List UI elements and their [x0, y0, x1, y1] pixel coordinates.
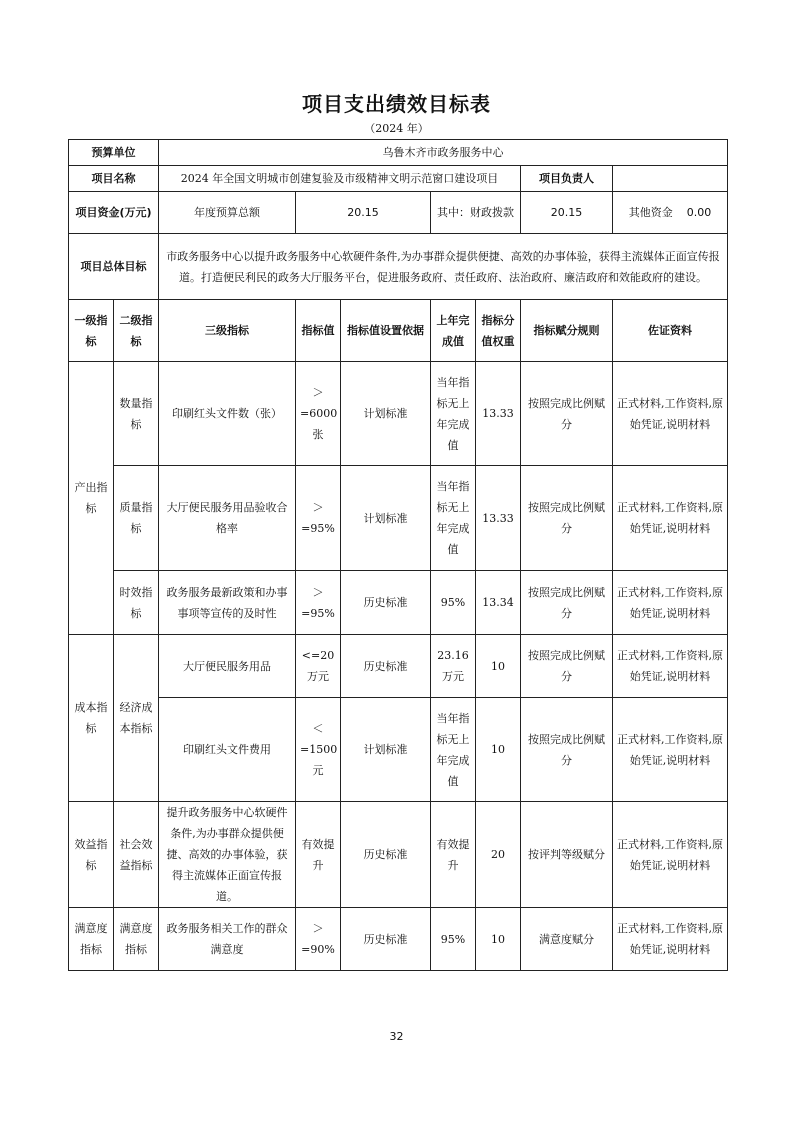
level1-cell: 成本指标: [69, 635, 114, 802]
funds-row: [69, 192, 728, 234]
level3-cell: 印刷红头文件数（张）: [159, 362, 296, 466]
page-title: 项目支出绩效目标表: [302, 92, 491, 116]
rule-cell: 按照完成比例赋分: [521, 635, 613, 698]
level3-cell: 印刷红头文件费用: [159, 698, 296, 802]
budget-unit-label: 预算单位: [69, 140, 159, 166]
level2-cell: 质量指标: [114, 466, 159, 571]
budget-unit-value: 乌鲁木齐市政务服务中心: [159, 140, 728, 166]
overall-goal-row: [69, 234, 728, 300]
value-cell: ＜=1500元: [296, 698, 341, 802]
project-name-value: 2024 年全国文明城市创建复验及市级精神文明示范窗口建设项目: [159, 166, 521, 192]
level3-cell: 大厅便民服务用品验收合格率: [159, 466, 296, 571]
level3-cell: 政务服务最新政策和办事事项等宣传的及时性: [159, 571, 296, 635]
last-year-cell: 当年指标无上年完成值: [431, 698, 476, 802]
rule-cell: 按评判等级赋分: [521, 802, 613, 908]
overall-goal-label: 项目总体目标: [69, 234, 159, 300]
header-evidence: 佐证资料: [613, 300, 728, 362]
rule-cell: 按照完成比例赋分: [521, 466, 613, 571]
table-row: [69, 362, 728, 466]
table-row: [69, 698, 728, 802]
header-basis: 指标值设置依据: [341, 300, 431, 362]
basis-cell: 计划标准: [341, 362, 431, 466]
last-year-cell: 当年指标无上年完成值: [431, 362, 476, 466]
rule-cell: 按照完成比例赋分: [521, 571, 613, 635]
weight-cell: 20: [476, 802, 521, 908]
header-level1: 一级指标: [69, 300, 114, 362]
weight-cell: 13.34: [476, 571, 521, 635]
table-row: [69, 908, 728, 971]
level1-cell: 产出指标: [69, 362, 114, 635]
last-year-cell: 95%: [431, 908, 476, 971]
project-name-label: 项目名称: [69, 166, 159, 192]
performance-target-table: [68, 139, 728, 971]
fiscal-value: 20.15: [521, 192, 613, 234]
evidence-cell: 正式材料,工作资料,原始凭证,说明材料: [613, 571, 728, 635]
last-year-cell: 有效提升: [431, 802, 476, 908]
level2-cell: 时效指标: [114, 571, 159, 635]
value-cell: 有效提升: [296, 802, 341, 908]
value-cell: ＞=90%: [296, 908, 341, 971]
level3-cell: 提升政务服务中心软硬件条件,为办事群众提供便捷、高效的办事体验，获得主流媒体正面宣传报道。: [159, 802, 296, 908]
annual-budget-value: 20.15: [296, 192, 431, 234]
evidence-cell: 正式材料,工作资料,原始凭证,说明材料: [613, 802, 728, 908]
fiscal-label: 其中：财政拨款: [431, 192, 521, 234]
year-label: （2024 年）: [364, 122, 429, 135]
rule-cell: 满意度赋分: [521, 908, 613, 971]
level2-cell: 满意度指标: [114, 908, 159, 971]
header-weight: 指标分值权重: [476, 300, 521, 362]
project-leader-label: 项目负责人: [521, 166, 613, 192]
table-row: [69, 571, 728, 635]
value-cell: ＞=6000张: [296, 362, 341, 466]
evidence-cell: 正式材料,工作资料,原始凭证,说明材料: [613, 908, 728, 971]
evidence-cell: 正式材料,工作资料,原始凭证,说明材料: [613, 698, 728, 802]
level3-cell: 大厅便民服务用品: [159, 635, 296, 698]
indicator-header-row: [69, 300, 728, 362]
other-funds-label-text: 其他资金: [628, 206, 673, 219]
basis-cell: 历史标准: [341, 635, 431, 698]
level2-cell: 数量指标: [114, 362, 159, 466]
weight-cell: 10: [476, 698, 521, 802]
table-row: [69, 802, 728, 908]
funds-label: 项目资金(万元): [69, 192, 159, 234]
evidence-cell: 正式材料,工作资料,原始凭证,说明材料: [613, 466, 728, 571]
project-name-row: [69, 166, 728, 192]
last-year-cell: 95%: [431, 571, 476, 635]
header-last-year: 上年完成值: [431, 300, 476, 362]
annual-budget-label: 年度预算总额: [159, 192, 296, 234]
level2-cell: 经济成本指标: [114, 635, 159, 802]
header-level3: 三级指标: [159, 300, 296, 362]
basis-cell: 计划标准: [341, 698, 431, 802]
other-funds-value: 0.00: [686, 206, 712, 219]
basis-cell: 历史标准: [341, 802, 431, 908]
last-year-cell: 当年指标无上年完成值: [431, 466, 476, 571]
value-cell: ＞=95%: [296, 466, 341, 571]
basis-cell: 计划标准: [341, 466, 431, 571]
weight-cell: 10: [476, 908, 521, 971]
basis-cell: 历史标准: [341, 908, 431, 971]
project-leader-value: [613, 166, 728, 192]
basis-cell: 历史标准: [341, 571, 431, 635]
rule-cell: 按照完成比例赋分: [521, 362, 613, 466]
rule-cell: 按照完成比例赋分: [521, 698, 613, 802]
level1-cell: 满意度指标: [69, 908, 114, 971]
header-rule: 指标赋分规则: [521, 300, 613, 362]
level3-cell: 政务服务相关工作的群众满意度: [159, 908, 296, 971]
other-funds-label: [613, 192, 728, 234]
evidence-cell: 正式材料,工作资料,原始凭证,说明材料: [613, 635, 728, 698]
table-row: [69, 466, 728, 571]
last-year-cell: 23.16万元: [431, 635, 476, 698]
weight-cell: 10: [476, 635, 521, 698]
overall-goal-text: 市政务服务中心以提升政务服务中心软硬件条件,为办事群众提供便捷、高效的办事体验，获得主流媒体正面宣传报道。打造便民利民的政务大厅服务平台，促进服务政府、责任政府、法治政府、廉洁政府和效能政府的建设。: [159, 234, 728, 300]
budget-unit-row: [69, 140, 728, 166]
level2-cell: 社会效益指标: [114, 802, 159, 908]
page-number: 32: [389, 1030, 404, 1043]
weight-cell: 13.33: [476, 466, 521, 571]
value-cell: ＞=95%: [296, 571, 341, 635]
header-value: 指标值: [296, 300, 341, 362]
header-level2: 二级指标: [114, 300, 159, 362]
evidence-cell: 正式材料,工作资料,原始凭证,说明材料: [613, 362, 728, 466]
value-cell: <=20万元: [296, 635, 341, 698]
weight-cell: 13.33: [476, 362, 521, 466]
table-row: [69, 635, 728, 698]
level1-cell: 效益指标: [69, 802, 114, 908]
